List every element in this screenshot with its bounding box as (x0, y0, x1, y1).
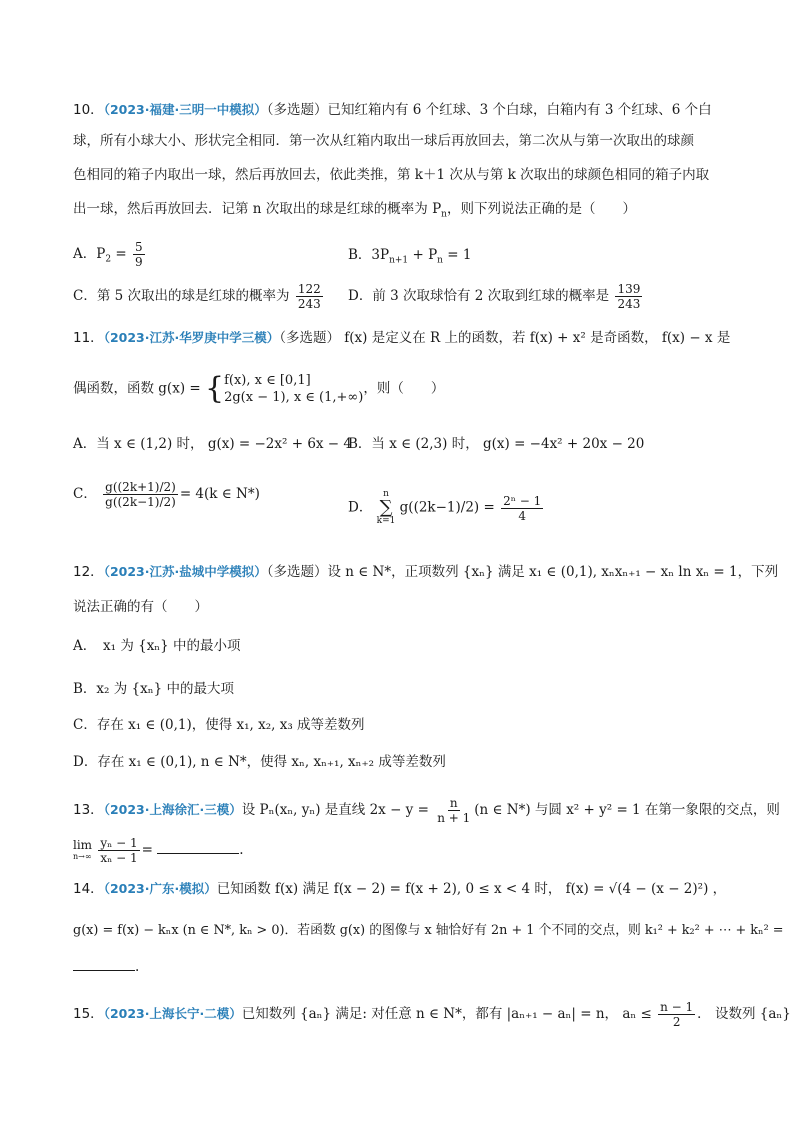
fraction-denominator: n + 1 (437, 811, 471, 825)
q11-piece-2: 2g(x − 1), x ∈ (1,+∞) (224, 390, 364, 405)
q14-text-2: g(x) = f(x) − kₙx (n ∈ N*, kₙ > 0)．若函数 g(x) 的图像与 x 轴恰好有 2n + 1 个不同的交点，则 k₁² + k₂² + ⋯ + kₙ² = (73, 923, 784, 938)
q10-line-1 (73, 101, 733, 119)
q12-type: （多选题） (266, 564, 328, 580)
q12-number: 12． (73, 564, 104, 580)
q13-period: . (239, 842, 244, 858)
q11-piecewise (224, 372, 363, 406)
q10-option-b-mid: + P (408, 247, 438, 263)
q10-line-4: 出一球，然后再放回去．记第 n 次取出的球是红球的概率为 $P_n$，则下列说法正确的是（ ） (73, 201, 636, 220)
fraction-denominator: 9 (134, 255, 143, 269)
q14-number: 14． (73, 881, 104, 897)
q11-option-d-mid: g((2k−1)/2) = (399, 499, 495, 516)
sum-lower: k=1 (376, 516, 396, 526)
q11-line-2 (73, 372, 733, 406)
q11-text-1: f(x) 是定义在 R 上的函数，若 f(x) + x² 是奇函数， f(x) − x 是 (339, 330, 731, 346)
q14-period: . (135, 959, 140, 975)
fraction-denominator: 4 (518, 508, 526, 523)
q10-option-a-label: A．P (73, 246, 106, 262)
fraction-denominator: 243 (617, 297, 641, 311)
q10-option-c-fraction (296, 282, 323, 311)
q10-option-b: B．$3P_{n+1} + P_n = 1$ (348, 247, 472, 266)
q11-text-2b: ，则（ ） (363, 380, 445, 397)
q13-source-tag: （2023·上海徐汇·三模） (103, 802, 242, 817)
q10-option-b-label: B．3P (348, 247, 390, 263)
q11-option-c-end: = 4(k ∈ N*) (179, 486, 260, 502)
q10-option-a-fraction (133, 240, 145, 269)
q13-text-1a: 设 Pₙ(xₙ, yₙ) 是直线 2x − y = (241, 802, 429, 818)
q12-source-tag: （2023·江苏·盐城中学模拟） (103, 564, 267, 579)
q15-line-1 (73, 1000, 791, 1029)
summation-symbol: n ∑ k=1 (376, 489, 396, 526)
q10-option-b-end: = 1 (442, 247, 472, 263)
q13-number: 13． (73, 802, 104, 818)
fraction-numerator: 2ⁿ − 1 (503, 493, 542, 508)
q11-option-d-label: D． (348, 499, 373, 516)
q14-line-3 (73, 958, 733, 976)
q11-source-tag: （2023·江苏·华罗庚中学三模） (103, 330, 280, 345)
fraction-numerator: 122 (297, 282, 321, 296)
q14-source-tag: （2023·广东·模拟） (103, 881, 217, 896)
q15-fraction (658, 1000, 695, 1029)
q10-option-d-text: D．前 3 次取球恰有 2 次取到红球的概率是 (348, 288, 610, 304)
q11-line-1 (73, 329, 733, 347)
q15-text-1b: ． 设数列 {aₙ} (697, 1006, 791, 1022)
q10-option-c-text: C．第 5 次取出的球是红球的概率为 (73, 288, 290, 304)
limit-subscript: n→∞ (73, 851, 92, 861)
fraction-denominator: 243 (297, 297, 321, 311)
q11-number: 11． (73, 330, 104, 346)
q15-number: 15． (73, 1006, 104, 1022)
q11-piece-1: f(x), x ∈ [0,1] (224, 373, 311, 388)
q12-option-c: C．存在 x₁ ∈ (0,1)，使得 x₁, x₂, x₃ 成等差数列 (73, 717, 365, 733)
answer-blank[interactable] (73, 958, 135, 971)
fraction-numerator: 5 (134, 240, 143, 254)
q15-text-1a: 已知数列 {aₙ} 满足: 对任意 n ∈ N*，都有 |aₙ₊₁ − aₙ| = n， aₙ ≤ (241, 1006, 652, 1022)
q10-option-d-fraction (615, 282, 642, 311)
q12-text-1: 设 n ∈ N*，正项数列 {xₙ} 满足 x₁ ∈ (0,1), xₙxₙ₊₁ − xₙ ln xₙ = 1，下列 (327, 564, 779, 580)
q11-option-c (73, 480, 260, 509)
q11-option-b: B．当 x ∈ (2,3) 时， g(x) = −4x² + 20x − 20 (348, 436, 645, 452)
q10-text-3: 色相同的箱子内取出一球，然后再放回去，依此类推，第 k＋1 次从与第 k 次取出的球颜色相同的箱子内取 (73, 167, 710, 183)
q11-type: （多选题） (279, 330, 340, 346)
q10-text-1: 已知红箱内有 6 个红球、3 个白球，白箱内有 3 个红球、6 个白 (327, 102, 712, 118)
q11-option-d-fraction (501, 494, 543, 523)
q10-text-4: 出一球，然后再放回去．记第 n 次取出的球是红球的概率为 P (73, 201, 442, 217)
q10-text-4b: ，则下列说法正确的是（ ） (446, 201, 636, 217)
fraction-numerator: g((2k+1)/2) (105, 480, 176, 494)
q10-option-a: A．$P_2$ = $\frac{5}{9}$ (73, 240, 143, 269)
q14-line-1 (73, 880, 733, 898)
q13-fraction (435, 796, 472, 825)
q13-limit (73, 839, 92, 863)
q13-limit-fraction (98, 836, 139, 865)
q10-source-tag: （2023·福建·三明一中模拟） (103, 102, 267, 117)
q12-text-2: 说法正确的有（ ） (73, 599, 208, 615)
q12-option-b: B．x₂ 为 {xₙ} 中的最大项 (73, 681, 234, 697)
q11-option-c-fraction (103, 480, 178, 509)
q15-source-tag: （2023·上海长宁·二模） (103, 1006, 242, 1021)
fraction-numerator: yₙ − 1 (100, 836, 138, 850)
fraction-denominator: 2 (672, 1015, 681, 1029)
q10-option-d (348, 282, 644, 311)
q12-option-a: A． x₁ 为 {xₙ} 中的最小项 (73, 638, 241, 654)
q11-option-d (348, 490, 545, 526)
fraction-denominator: g((2k−1)/2) (105, 495, 176, 509)
sum-upper: n (383, 489, 389, 499)
left-brace: { (204, 371, 225, 406)
q10-option-c (73, 282, 325, 311)
q10-number: 10． (73, 102, 104, 118)
q10-type: （多选题） (266, 102, 328, 118)
fraction-numerator: n (449, 796, 458, 810)
answer-blank[interactable] (157, 841, 239, 854)
q11-option-c-label: C． (73, 486, 97, 502)
q10-text-2: 球，所有小球大小、形状完全相同．第一次从红箱内取出一球后再放回去，第二次从与第一次取出的球颜 (73, 133, 694, 149)
q13-text-1b: (n ∈ N*) 与圆 x² + y² = 1 在第一象限的交点，则 (474, 802, 780, 818)
limit-label: lim (73, 837, 93, 852)
fraction-numerator: n − 1 (660, 1000, 694, 1014)
q11-option-a: A．当 x ∈ (1,2) 时， g(x) = −2x² + 6x − 4 (73, 436, 353, 452)
fraction-denominator: xₙ − 1 (100, 851, 138, 865)
q13-line-2 (73, 836, 733, 865)
q12-line-1 (73, 563, 779, 581)
q13-line-1 (73, 796, 780, 825)
q11-text-2: 偶函数，函数 g(x) = (73, 380, 201, 397)
equals-sign: = (141, 842, 158, 858)
q12-option-d: D．存在 x₁ ∈ (0,1), n ∈ N*，使得 xₙ, xₙ₊₁, xₙ₊₂ 成等差数列 (73, 754, 446, 770)
q14-text-1: 已知函数 f(x) 满足 f(x − 2) = f(x + 2), 0 ≤ x < 4 时， f(x) = √(4 − (x − 2)²) ， (216, 881, 727, 897)
fraction-numerator: 139 (617, 282, 641, 296)
